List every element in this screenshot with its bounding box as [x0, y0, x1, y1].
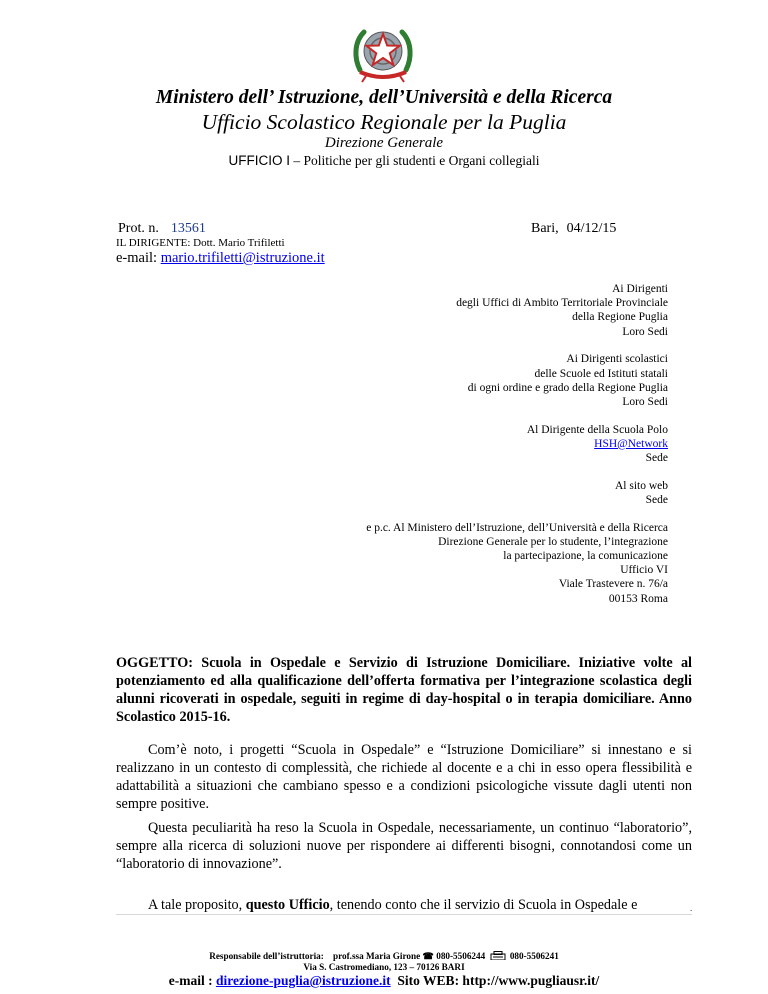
footer-divider — [116, 914, 692, 915]
dirigente-email-link[interactable]: mario.trifiletti@istruzione.it — [160, 250, 325, 266]
recipient-group-3: Al Dirigente della Scuola Polo HSH@Network Sede — [526, 423, 668, 465]
hsh-network-link[interactable]: HSH@Network — [594, 437, 668, 450]
protocol-number: Prot. n. 13561 — [118, 221, 206, 236]
recipient-group-4: Al sito web Sede — [614, 479, 668, 506]
regional-office-title: Ufficio Scolastico Regionale per la Puglia — [201, 110, 567, 134]
ministry-title: Ministero dell’ Istruzione, dell’Università e della Ricerca — [155, 87, 613, 108]
fax-icon — [490, 951, 506, 960]
recipient-group-1: Ai Dirigenti degli Uffici di Ambito Territoriale Provinciale della Regione Puglia Loro Sedi — [456, 283, 668, 338]
paragraph-2: Questa peculiarità ha reso la Scuola in Ospedale, necessariamente, un continuo “laboratorio”, sempre alla ricerca di soluzioni nuove per rispondere ai differenti bisogni, connotandosi come un “laboratorio di innovazione”. — [116, 820, 692, 872]
ufficio-subtitle: UFFICIO I – Politiche per gli studenti e Organi collegiali — [228, 153, 540, 168]
dirigente-line: IL DIRIGENTE: Dott. Mario Trifiletti — [116, 237, 285, 249]
subject-heading: OGGETTO: Scuola in Ospedale e Servizio di Istruzione Domiciliare. Iniziative volte al potenziamento ed alla qualificazione dell’offerta formativa per l’integrazione scolastica degli alunni ricoverati in ospedale, seguiti in regime di day-hospital o in terapia domiciliare. Anno Scolastico 2015-16. — [116, 655, 692, 725]
footer-email-link[interactable]: direzione-puglia@istruzione.it — [215, 973, 391, 988]
place-date: Bari, 04/12/15 — [531, 221, 617, 236]
recipient-group-5: e p.c. Al Ministero dell’Istruzione, dell’Università e della Ricerca Direzione Generale per lo studente, l’integrazione la partecipazione, la comunicazione Ufficio VI Viale Trastevere n. 76/a 00153 Roma — [366, 521, 668, 605]
recipients-block — [148, 282, 668, 619]
paragraph-1: Com’è noto, i progetti “Scuola in Ospedale” e “Istruzione Domiciliare” si innestano e si realizzano in un contesto di complessità, che richiede al docente e a chi in esso opera flessibilità e adattabilità a situazioni che cambiano spesso e a condizioni psicologiche vissute dagli utenti non sempre positive. — [116, 742, 692, 812]
direction-title: Direzione Generale — [324, 135, 444, 151]
paragraph-3: A tale proposito, questo Ufficio, tenendo conto che il servizio di Scuola in Ospedale e — [148, 897, 638, 913]
dirigente-email: e-mail: mario.trifiletti@istruzione.it — [116, 250, 325, 266]
recipient-group-2: Ai Dirigenti scolastici delle Scuole ed Istituti statali di ogni ordine e grado della Regione Puglia Loro Sedi — [467, 353, 668, 408]
italian-republic-emblem — [352, 20, 414, 86]
footer-contact-line: Responsabile dell’istruttoria: prof.ssa Maria Girone ☎ 080-5506244 080-5506241 — [209, 951, 559, 961]
footer-address: Via S. Castromediano, 123 – 70126 BARI — [303, 962, 465, 972]
footer-web-line: e-mail : direzione-puglia@istruzione.it Sito WEB: http://www.pugliausr.it/ — [168, 973, 600, 988]
page-mark: . — [690, 903, 693, 913]
phone-icon: ☎ — [422, 951, 434, 961]
